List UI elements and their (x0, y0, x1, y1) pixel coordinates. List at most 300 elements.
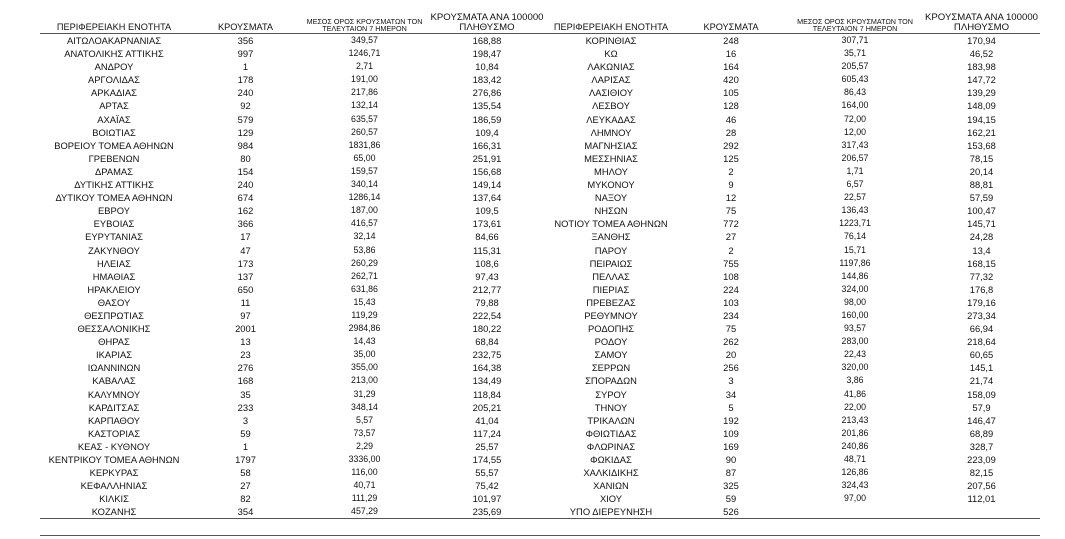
cases-cell: 12 (725, 192, 737, 204)
per100k-cell: 134,49 (472, 375, 502, 387)
table-row (40, 204, 548, 217)
cases-cell: 262 (723, 336, 739, 348)
table-row (40, 492, 548, 505)
per100k-cell: 276,86 (472, 87, 502, 99)
cases-cell: 526 (723, 506, 739, 518)
region-cell: ΝΑΞΟΥ (594, 192, 628, 204)
cases-cell: 75 (725, 323, 737, 335)
avg7-cell: 14,43 (353, 336, 376, 347)
avg7-cell: 164,00 (841, 100, 869, 111)
cases-cell: 256 (723, 362, 739, 374)
region-cell: ΗΜΑΘΙΑΣ (92, 270, 136, 282)
avg7-cell: 631,86 (351, 283, 378, 294)
cases-cell: 17 (240, 231, 251, 243)
per100k-cell: 77,32 (969, 270, 994, 282)
region-cell: ΜΕΣΣΗΝΙΑΣ (584, 152, 638, 164)
per100k-cell: 205,21 (472, 401, 502, 413)
table-row (547, 191, 1040, 204)
cases-cell: 984 (237, 139, 254, 151)
region-cell: ΚΑΡΠΑΘΟΥ (87, 414, 141, 426)
avg7-cell: 22,57 (843, 192, 866, 203)
region-cell: ΡΕΘΥΜΝΟΥ (584, 309, 638, 321)
cases-cell: 80 (240, 152, 251, 164)
region-cell: ΑΙΤΩΛΟΑΚΑΡΝΑΝΙΑΣ (66, 35, 162, 46)
table-row (40, 126, 548, 139)
table-row (547, 283, 1040, 296)
avg7-cell: 1,71 (846, 165, 864, 176)
region-cell: ΑΡΓΟΛΙΔΑΣ (88, 74, 140, 86)
cases-cell: 168 (237, 375, 254, 387)
table-row (547, 414, 1040, 427)
cases-cell: 772 (723, 218, 739, 230)
per100k-cell: 183,42 (472, 74, 502, 86)
avg7-cell: 126,86 (841, 467, 869, 478)
avg7-cell: 86,43 (843, 87, 866, 98)
per100k-cell: 176,8 (969, 283, 994, 295)
cases-table-right (547, 10, 1040, 519)
region-cell: ΤΗΝΟΥ (594, 401, 628, 413)
table-row (547, 466, 1040, 479)
avg7-cell: 206,57 (841, 152, 869, 163)
table-row (40, 178, 548, 191)
table-row (547, 47, 1040, 60)
region-cell: ΡΟΔΟΠΗΣ (587, 323, 635, 335)
table-row (40, 86, 548, 99)
table-row (547, 322, 1040, 335)
region-cell: ΗΛΕΙΑΣ (97, 257, 131, 269)
region-cell: ΛΗΜΝΟΥ (590, 126, 632, 138)
table-row (40, 230, 548, 243)
avg7-cell: 457,29 (351, 506, 378, 517)
bottom-divider (40, 535, 1040, 536)
per100k-cell: 24,28 (969, 231, 994, 243)
cases-cell: 109 (723, 427, 739, 439)
cases-cell: 34 (725, 388, 737, 400)
per100k-cell: 218,64 (967, 336, 996, 348)
table-row (547, 374, 1040, 387)
avg7-cell: 116,00 (351, 467, 378, 478)
cases-cell: 59 (725, 493, 737, 505)
avg7-cell: 3,86 (846, 375, 864, 386)
region-cell: ΒΟΙΩΤΙΑΣ (92, 126, 136, 138)
avg7-cell: 2984,86 (348, 323, 381, 334)
cases-cell: 137 (237, 270, 254, 282)
table-row (547, 335, 1040, 348)
avg7-cell: 3336,00 (348, 454, 381, 464)
table-row (547, 139, 1040, 152)
table-row (40, 296, 548, 309)
per100k-cell: 156,68 (472, 165, 502, 177)
table-row (547, 296, 1040, 309)
table-row (547, 309, 1040, 322)
cases-cell: 59 (240, 427, 251, 439)
table-row (40, 99, 548, 112)
cases-cell: 240 (237, 179, 254, 191)
cases-cell: 579 (237, 113, 254, 125)
per100k-cell: 108,6 (475, 257, 499, 269)
avg7-cell: 6,57 (846, 179, 864, 190)
table-row (547, 99, 1040, 112)
avg7-cell: 53,86 (353, 244, 376, 255)
avg7-cell: 240,86 (841, 440, 869, 451)
table-row (547, 479, 1040, 492)
region-cell: ΔΥΤΙΚΟΥ ΤΟΜΕΑ ΑΘΗΝΩΝ (55, 192, 173, 204)
table-row (40, 34, 548, 48)
region-cell: ΑΝΔΡΟΥ (94, 61, 134, 73)
cases-cell: 105 (723, 87, 739, 99)
per100k-cell: 170,94 (967, 35, 996, 46)
region-cell: ΚΩ (604, 48, 618, 60)
avg7-cell: 119,29 (351, 309, 378, 320)
cases-cell: 674 (237, 192, 254, 204)
header-region: ΠΕΡΙΦΕΡΕΙΑΚΗ ΕΝΟΤΗΤΑ (56, 22, 172, 33)
per100k-cell: 112,01 (967, 493, 996, 505)
region-cell: ΗΡΑΚΛΕΙΟΥ (87, 283, 141, 295)
cases-cell: 276 (237, 362, 254, 374)
region-cell: ΠΑΡΟΥ (594, 244, 628, 256)
cases-cell: 354 (237, 506, 254, 518)
per100k-cell: 168,15 (967, 257, 996, 269)
avg7-cell: 15,43 (353, 296, 376, 307)
avg7-cell: 22,43 (843, 349, 866, 360)
table-row (40, 191, 548, 204)
table-row (40, 440, 548, 453)
table-row (547, 244, 1040, 257)
cases-cell: 92 (240, 100, 251, 112)
region-cell: ΚΟΡΙΝΘΙΑΣ (585, 35, 637, 46)
cases-cell: 97 (240, 309, 251, 321)
region-cell: ΒΟΡΕΙΟΥ ΤΟΜΕΑ ΑΘΗΝΩΝ (54, 139, 174, 151)
table-row (40, 335, 548, 348)
table-row (40, 427, 548, 440)
avg7-cell: 160,00 (841, 309, 869, 320)
table-row (40, 309, 548, 322)
cases-cell: 164 (723, 61, 739, 73)
cases-cell: 325 (723, 480, 739, 492)
table-row (547, 257, 1040, 270)
table-row (40, 139, 548, 152)
avg7-cell: 2,71 (355, 61, 374, 72)
per100k-cell: 68,89 (969, 427, 994, 439)
avg7-cell: 132,14 (351, 100, 378, 111)
cases-cell: 47 (240, 244, 251, 256)
header-avg7: ΜΕΣΟΣ ΟΡΟΣ ΚΡΟΥΣΜΑΤΩΝ ΤΟΝ ΤΕΛΕΥΤΑΙΟΝ 7 ΗΜΕΡΟΝ (306, 16, 423, 34)
avg7-cell: 191,00 (351, 74, 378, 85)
cases-cell: 224 (723, 283, 739, 295)
per100k-cell: 75,42 (475, 480, 499, 492)
region-cell: ΑΡΤΑΣ (99, 100, 129, 112)
cases-cell: 650 (237, 283, 254, 295)
table-row (547, 73, 1040, 86)
avg7-cell: 205,57 (841, 61, 869, 72)
per100k-cell: 198,47 (472, 48, 502, 60)
table-row (40, 113, 548, 126)
cases-table-left (40, 10, 548, 519)
avg7-cell: 262,71 (351, 270, 378, 281)
per100k-cell: 115,31 (473, 244, 501, 256)
table-row (40, 244, 548, 257)
region-cell: ΡΟΔΟΥ (594, 336, 628, 348)
avg7-cell: 93,57 (843, 323, 866, 334)
cases-cell: 2001 (235, 323, 256, 335)
avg7-cell: 73,57 (353, 427, 376, 438)
region-cell: ΔΡΑΜΑΣ (95, 165, 133, 177)
table-header-row (547, 10, 1040, 34)
avg7-cell: 41,86 (843, 388, 866, 399)
cases-cell: 75 (725, 205, 737, 217)
per100k-cell: 60,65 (969, 349, 994, 361)
per100k-cell: 57,9 (972, 401, 991, 413)
avg7-cell: 98,00 (843, 296, 866, 307)
region-cell: ΕΥΒΟΙΑΣ (93, 218, 135, 230)
per100k-cell: 57,59 (969, 192, 994, 204)
avg7-cell: 324,00 (841, 283, 869, 294)
avg7-cell: 348,14 (351, 401, 378, 412)
region-cell: ΣΥΡΟΥ (595, 388, 627, 400)
avg7-cell: 111,29 (351, 493, 378, 504)
region-cell: ΦΩΚΙΔΑΣ (590, 454, 632, 465)
cases-cell: 58 (240, 467, 251, 479)
table-row (547, 492, 1040, 505)
avg7-cell: 12,00 (843, 126, 866, 137)
cases-cell: 82 (240, 493, 251, 505)
region-cell: ΛΑΣΙΘΙΟΥ (588, 87, 634, 99)
region-cell: ΣΕΡΡΩΝ (591, 362, 631, 374)
per100k-cell: 222,54 (472, 309, 502, 321)
region-cell: ΚΑΣΤΟΡΙΑΣ (87, 427, 141, 439)
per100k-cell: 100,47 (967, 205, 996, 217)
region-cell: ΛΕΥΚΑΔΑΣ (586, 113, 636, 125)
region-cell: ΕΒΡΟΥ (97, 205, 130, 217)
region-cell: ΙΚΑΡΙΑΣ (95, 349, 133, 361)
per100k-cell: 173,61 (472, 218, 502, 230)
table-row (40, 401, 548, 414)
region-cell: ΧΙΟΥ (599, 493, 623, 505)
per100k-cell: 78,15 (969, 152, 994, 164)
table-row (547, 34, 1040, 48)
per100k-cell: 162,21 (967, 126, 996, 138)
avg7-cell: 32,14 (353, 231, 376, 242)
per100k-cell: 180,22 (472, 323, 502, 335)
cases-cell: 28 (725, 126, 737, 138)
table-row (40, 361, 548, 374)
avg7-cell: 217,86 (351, 87, 378, 98)
table-row (40, 283, 548, 296)
table-row (547, 270, 1040, 283)
avg7-cell: 317,43 (841, 139, 869, 150)
per100k-cell: 21,74 (969, 375, 994, 387)
cases-cell: 233 (237, 401, 254, 413)
cases-cell: 178 (237, 74, 254, 86)
table-row (547, 401, 1040, 414)
table-row (547, 152, 1040, 165)
region-cell: ΧΑΝΙΩΝ (593, 480, 629, 492)
cases-cell: 13 (240, 336, 251, 348)
avg7-cell: 1246,71 (348, 48, 381, 59)
avg7-cell: 324,43 (841, 480, 869, 491)
avg7-cell: 1197,86 (839, 257, 871, 268)
cases-cell: 3 (728, 375, 734, 387)
region-cell: ΛΕΣΒΟΥ (592, 100, 630, 112)
per100k-cell: 148,09 (967, 100, 996, 112)
per100k-cell: 139,29 (967, 87, 996, 99)
cases-cell: 9 (728, 179, 734, 191)
table-row (547, 505, 1040, 519)
table-row (547, 230, 1040, 243)
cases-cell: 125 (723, 152, 739, 164)
per100k-cell: 212,77 (472, 283, 502, 295)
avg7-cell (787, 505, 923, 519)
per100k-cell: 166,31 (472, 139, 502, 151)
per100k-cell: 68,84 (475, 336, 499, 348)
avg7-cell: 5,57 (355, 414, 374, 425)
per100k-cell: 97,43 (475, 270, 499, 282)
cases-cell: 234 (723, 309, 739, 321)
region-cell: ΠΡΕΒΕΖΑΣ (586, 296, 636, 308)
cases-cell: 23 (240, 349, 251, 361)
cases-cell: 240 (237, 87, 254, 99)
avg7-cell: 340,14 (351, 179, 378, 190)
avg7-cell: 260,57 (351, 126, 378, 137)
per100k-cell (923, 505, 1040, 519)
per100k-cell: 109,4 (475, 126, 499, 138)
cases-cell: 169 (723, 440, 739, 452)
cases-cell: 366 (237, 218, 254, 230)
per100k-cell: 66,94 (969, 323, 994, 335)
table-row (40, 47, 548, 60)
per100k-cell: 145,71 (967, 218, 996, 230)
table-row (547, 60, 1040, 73)
cases-cell: 1797 (235, 454, 256, 465)
per100k-cell: 109,5 (475, 205, 499, 217)
cases-cell: 5 (728, 401, 734, 413)
per100k-cell: 117,24 (473, 427, 501, 439)
avg7-cell: 213,00 (351, 375, 378, 386)
region-cell: ΛΑΡΙΣΑΣ (591, 74, 631, 86)
per100k-cell: 235,69 (472, 506, 502, 518)
cases-cell: 108 (723, 270, 739, 282)
region-cell: ΝΗΣΩΝ (594, 205, 628, 217)
avg7-cell: 1223,71 (839, 218, 871, 229)
region-cell: ΣΠΟΡΑΔΩΝ (585, 375, 637, 387)
avg7-cell: 283,00 (841, 336, 869, 347)
table-row (40, 322, 548, 335)
avg7-cell: 187,00 (351, 205, 378, 216)
region-cell: ΘΕΣΠΡΩΤΙΑΣ (84, 309, 144, 321)
table-row (547, 204, 1040, 217)
table-row (40, 374, 548, 387)
table-row (547, 86, 1040, 99)
cases-cell: 128 (723, 100, 739, 112)
cases-cell: 997 (237, 48, 254, 60)
per100k-cell: 232,75 (472, 349, 502, 361)
region-cell: ΣΑΜΟΥ (594, 349, 628, 361)
region-cell: ΜΑΓΝΗΣΙΑΣ (584, 139, 638, 151)
avg7-cell: 307,71 (841, 35, 869, 45)
per100k-cell: 183,98 (967, 61, 996, 73)
table-row (547, 440, 1040, 453)
avg7-cell: 355,00 (351, 362, 378, 373)
table-row (40, 479, 548, 492)
table-row (40, 217, 548, 230)
per100k-cell: 13,4 (972, 244, 991, 256)
table-row (547, 165, 1040, 178)
avg7-cell: 31,29 (353, 388, 376, 399)
cases-cell: 11 (240, 296, 251, 308)
avg7-cell: 349,57 (351, 35, 378, 45)
avg7-cell: 2,29 (355, 440, 374, 451)
table-row (40, 466, 548, 479)
region-cell: ΜΗΛΟΥ (594, 165, 628, 177)
region-cell: ΑΧΑΪΑΣ (97, 113, 131, 125)
per100k-cell: 149,14 (472, 179, 502, 191)
cases-cell: 2 (728, 165, 734, 177)
region-cell: ΞΑΝΘΗΣ (591, 231, 631, 243)
avg7-cell: 159,57 (351, 165, 378, 176)
region-cell: ΦΘΙΩΤΙΔΑΣ (585, 427, 637, 439)
region-cell: ΚΕΡΚΥΡΑΣ (89, 467, 139, 479)
region-cell: ΥΠΟ ΔΙΕΡΕΥΝΗΣΗ (569, 506, 653, 518)
cases-cell: 192 (723, 414, 739, 426)
per100k-cell: 223,09 (967, 454, 996, 465)
avg7-cell: 260,29 (351, 257, 378, 268)
per100k-cell: 46,52 (969, 48, 994, 60)
avg7-cell: 35,00 (353, 349, 376, 360)
avg7-cell: 97,00 (843, 493, 866, 504)
cases-cell: 87 (725, 467, 737, 479)
per100k-cell: 153,68 (967, 139, 996, 151)
per100k-cell: 82,15 (969, 467, 994, 479)
region-cell: ΠΙΕΡΙΑΣ (592, 283, 630, 295)
cases-cell: 173 (237, 257, 254, 269)
region-cell: ΠΕΛΛΑΣ (592, 270, 630, 282)
avg7-cell: 76,14 (843, 231, 866, 242)
cases-cell: 46 (725, 113, 737, 125)
region-cell: ΚΕΦΑΛΛΗΝΙΑΣ (80, 480, 148, 492)
table-row (547, 113, 1040, 126)
cases-cell: 35 (240, 388, 251, 400)
header-cases: ΚΡΟΥΣΜΑΤΑ (703, 22, 759, 33)
cases-cell: 1 (242, 440, 249, 452)
region-cell: ΚΑΡΔΙΤΣΑΣ (88, 401, 140, 413)
per100k-cell: 164,38 (472, 362, 502, 374)
per100k-cell: 101,97 (472, 493, 502, 505)
cases-cell: 20 (725, 349, 737, 361)
cases-cell: 755 (723, 257, 739, 269)
per100k-cell: 145,1 (969, 362, 994, 374)
region-cell: ΔΥΤΙΚΗΣ ΑΤΤΙΚΗΣ (74, 179, 154, 191)
avg7-cell: 15,71 (843, 244, 866, 255)
cases-cell: 90 (725, 454, 737, 465)
table-row (547, 388, 1040, 401)
region-cell: ΚΕΝΤΡΙΚΟΥ ΤΟΜΕΑ ΑΘΗΝΩΝ (48, 454, 180, 465)
region-cell: ΖΑΚΥΝΘΟΥ (88, 244, 140, 256)
per100k-cell: 84,66 (475, 231, 499, 243)
region-cell: ΘΗΡΑΣ (98, 336, 130, 348)
avg7-cell: 72,00 (843, 113, 866, 124)
avg7-cell: 22,00 (843, 401, 866, 412)
header-region: ΠΕΡΙΦΕΡΕΙΑΚΗ ΕΝΟΤΗΤΑ (553, 22, 669, 33)
table-row (40, 73, 548, 86)
region-cell: ΦΛΩΡΙΝΑΣ (586, 440, 636, 452)
per100k-cell: 179,16 (967, 296, 996, 308)
avg7-cell: 1286,14 (348, 192, 381, 203)
cases-cell: 420 (723, 74, 739, 86)
header-cases: ΚΡΟΥΣΜΑΤΑ (217, 22, 274, 33)
avg7-cell: 320,00 (841, 362, 869, 373)
table-row (40, 388, 548, 401)
avg7-cell: 201,86 (841, 427, 869, 438)
